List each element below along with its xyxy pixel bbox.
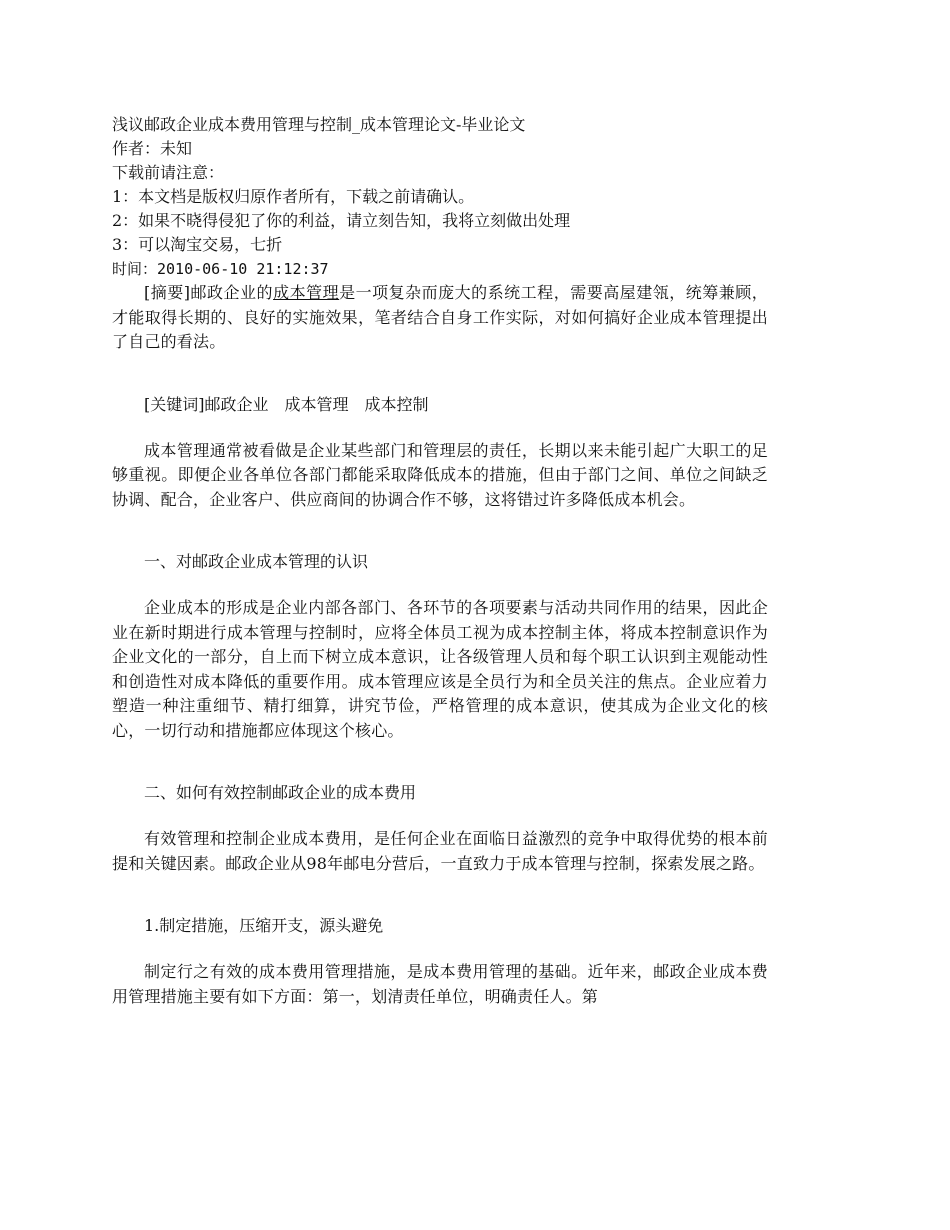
timestamp-line: 时间：2010-06-10 21:12:37 <box>112 260 329 278</box>
spacer <box>112 574 768 596</box>
intro-paragraph: 成本管理通常被看做是企业某些部门和管理层的责任，长期以来未能引起广大职工的足够重视。即便企业各单位各部门都能采取降低成本的措施，但由于部门之间、单位之间缺乏协调、配合，企业客户、供应商间的协调合作不够，这将错过许多降低成本机会。 <box>112 440 768 509</box>
abstract-link-cost-management[interactable]: 成本管理 <box>273 283 340 302</box>
section-1-paragraph: 企业成本的形成是企业内部各部门、各环节的各项要素与活动共同作用的结果，因此企业在新时期进行成本管理与控制时，应将全体员工视为成本控制主体，将成本控制意识作为企业文化的一部分，自上而下树立成本意识，让各级管理人员和每个职工认识到主观能动性和创造性对成本降低的重要作用。成本管理应该是全员行为和全员关注的焦点。企业应着力塑造一种注重细节、精打细算，讲究节俭，严格管理的成本意识，使其成为企业文化的核心，一切行动和措施都应体现这个核心。 <box>112 598 768 740</box>
notice-item-1: 1：本文档是版权归原作者所有，下载之前请确认。 <box>112 187 475 206</box>
spacer <box>112 876 768 914</box>
abstract-prefix: [摘要]邮政企业的 <box>144 283 274 302</box>
subsection-1-paragraph: 制定行之有效的成本费用管理措施，是成本费用管理的基础。近年来，邮政企业成本费用管理措施主要有如下方面：第一，划清责任单位，明确责任人。第 <box>112 962 768 1006</box>
section-2-paragraph: 有效管理和控制企业成本费用，是任何企业在面临日益激烈的竞争中取得优势的根本前提和关键因素。邮政企业从98年邮电分营后，一直致力于成本管理与控制，探索发展之路。 <box>112 829 768 873</box>
section-1-heading: 一、对邮政企业成本管理的认识 <box>144 552 369 571</box>
notice-item-3: 3：可以淘宝交易，七折 <box>112 235 283 254</box>
abstract-paragraph <box>112 281 768 355</box>
spacer <box>112 417 768 439</box>
spacer <box>112 355 768 393</box>
notice-title: 下载前请注意： <box>112 163 225 182</box>
spacer <box>112 512 768 550</box>
notice-item-2: 2：如果不晓得侵犯了你的利益，请立刻告知，我将立刻做出处理 <box>112 211 571 230</box>
document-title: 浅议邮政企业成本费用管理与控制_成本管理论文-毕业论文 <box>112 115 526 134</box>
section-2-heading: 二、如何有效控制邮政企业的成本费用 <box>144 783 417 802</box>
abstract-body: 是一项复杂而庞大的系统工程，需要高屋建瓴，统筹兼顾，才能取得长期的、良好的实施效果，笔者结合自身工作实际，对如何搞好企业成本管理提出了自己的看法。 <box>112 283 768 351</box>
spacer <box>112 743 768 781</box>
document-page <box>112 113 768 1009</box>
author-line: 作者：未知 <box>112 139 193 158</box>
spacer <box>112 938 768 960</box>
subsection-1-heading: 1.制定措施，压缩开支，源头避免 <box>144 916 384 935</box>
spacer <box>112 805 768 827</box>
keywords-line: [关键词]邮政企业 成本管理 成本控制 <box>144 394 429 414</box>
